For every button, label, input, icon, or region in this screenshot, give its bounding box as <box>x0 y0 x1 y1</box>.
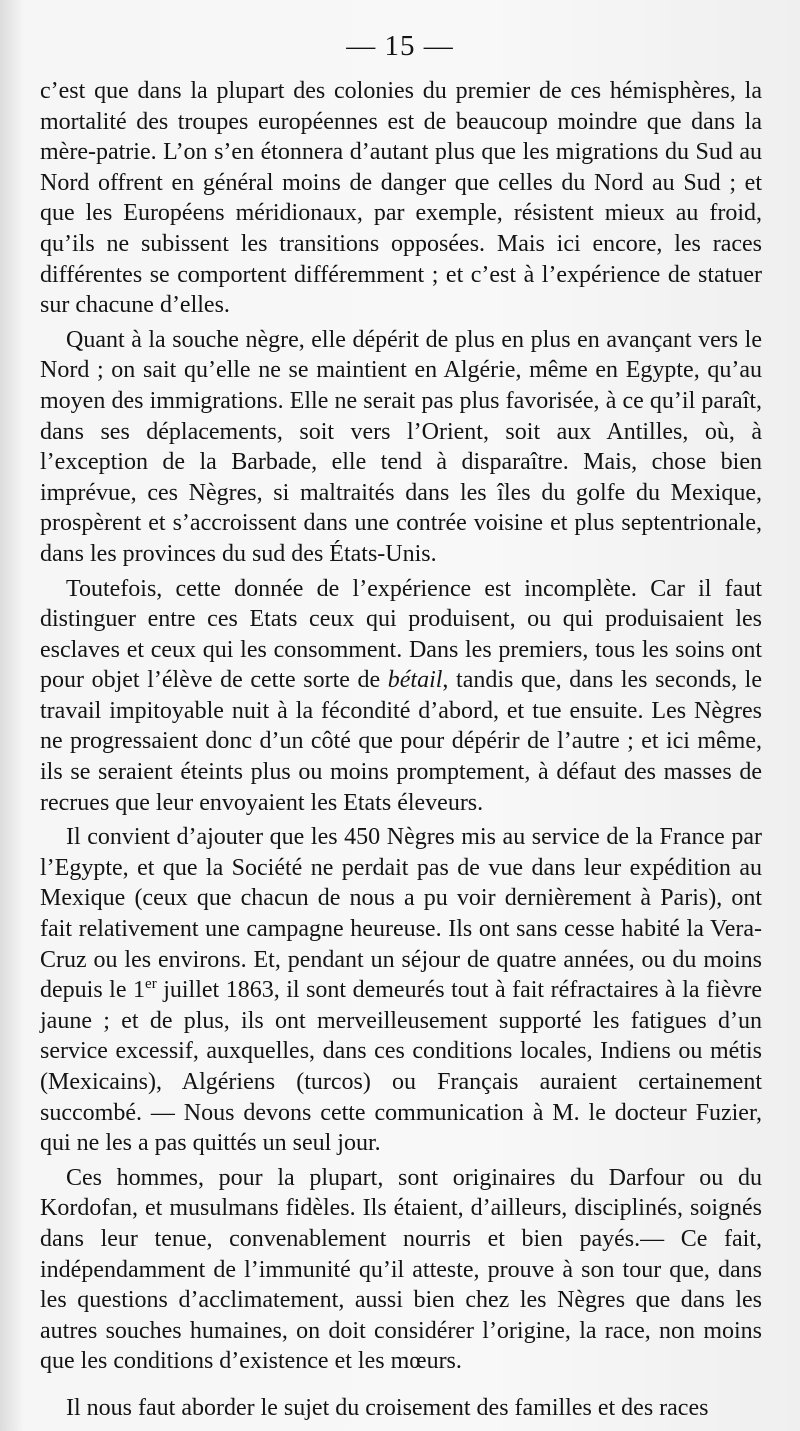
text-run: , tandis que, dans les seconds, le travail impitoyable nuit à la fécondité d’abord, et tue ensuite. Les Nègres ne progressaient donc d’un côté que pour dépérir de l’autre ; et ici même, ils se seraient éteints plus ou moins promptement, à défaut des masses de recrues que leur envoyaient les Etats éleveurs. <box>40 667 763 816</box>
paragraph <box>40 1163 762 1377</box>
text-run: juillet 1863, il sont demeurés tout à fait réfractaires à la fièvre jaune ; et de plus, ils ont merveilleusement supporté les fatigues d’un service excessif, auxquelles, dans ces conditions locales, Indiens ou métis (Mexicains), Algériens (turcos) ou Français auraient certainement succombé. — Nous devons cette communication à M. le docteur Fuzier, qui ne les a pas quittés un seul jour. <box>40 977 762 1157</box>
text-run: Quant à la souche nègre, elle dépérit de plus en plus en avançant vers le Nord ; on sait qu’elle ne se maintient en Algérie, même en Egypte, qu’au moyen des immigrations. Elle ne serait pas plus favorisée, à ce qu’il paraît, dans ses déplacements, soit vers l’Orient, soit aux Antilles, où, à l’exception de la Barbade, elle tend à disparaître. Mais, chose bien imprévue, ces Nègres, si maltraités dans les îles du golfe du Mexique, prospèrent et s’accroissent dans une contrée voisine et plus septentrionale, dans les provinces du sud des États-Unis. <box>40 326 762 567</box>
body-text <box>40 76 762 1428</box>
superscript-text: er <box>145 976 157 993</box>
text-run: Il convient d’ajouter que les 450 Nègres mis au service de la France par l’Egypte, et que la Société ne perdait pas de vue dans leur expédition au Mexique (ceux que chacun de nous a pu voir dernièrement à Paris), ont fait relativement une campagne heureuse. Ils ont sans cesse habité la Vera-Cruz ou les environs. Et, pendant un séjour de quatre années, ou du moins depuis le 1 <box>40 824 762 1004</box>
text-run: c’est que dans la plupart des colonies du premier de ces hémisphères, la mortalité des troupes européennes est de beaucoup moindre que dans la mère-patrie. L’on s’en étonnera d’autant plus que les migrations du Sud au Nord offrent en général moins de danger que celles du Nord au Sud ; et que les Européens méridionaux, par exemple, résistent mieux au froid, qu’ils ne subissent les transitions opposées. Mais ici encore, les races différentes se comportent différemment ; et c’est à l’expérience de statuer sur chacune d’elles. <box>40 78 762 319</box>
text-run: Toutefois, cette donnée de l’expérience est incomplète. Car il faut distinguer entre ces Etats ceux qui produisent, ou qui produisaient les esclaves et ceux qui les consomment. Dans les premiers, tous les soins ont pour objet l’élève de cette sorte de <box>40 575 762 694</box>
paragraph <box>40 76 762 321</box>
page-number: — 15 — <box>346 30 454 62</box>
paragraph <box>40 822 762 1159</box>
paragraph <box>40 1393 762 1424</box>
italic-text: bétail <box>387 667 443 694</box>
text-run: Ces hommes, pour la plupart, sont originaires du Darfour ou du Kordofan, et musulmans fidèles. Ils étaient, d’ailleurs, disciplinés, soignés dans leur tenue, convenablement nourris et bien payés.— Ce fait, indépendamment de l’immunité qu’il atteste, prouve à son tour que, dans les questions d’acclimatement, aussi bien chez les Nègres que dans les autres souches humaines, on doit considérer l’origine, la race, non moins que les conditions d’existence et les mœurs. <box>40 1164 762 1375</box>
paragraph <box>40 574 762 819</box>
paragraph <box>40 325 762 570</box>
text-run: Il nous faut aborder le sujet du croisement des familles et des races <box>66 1394 709 1421</box>
